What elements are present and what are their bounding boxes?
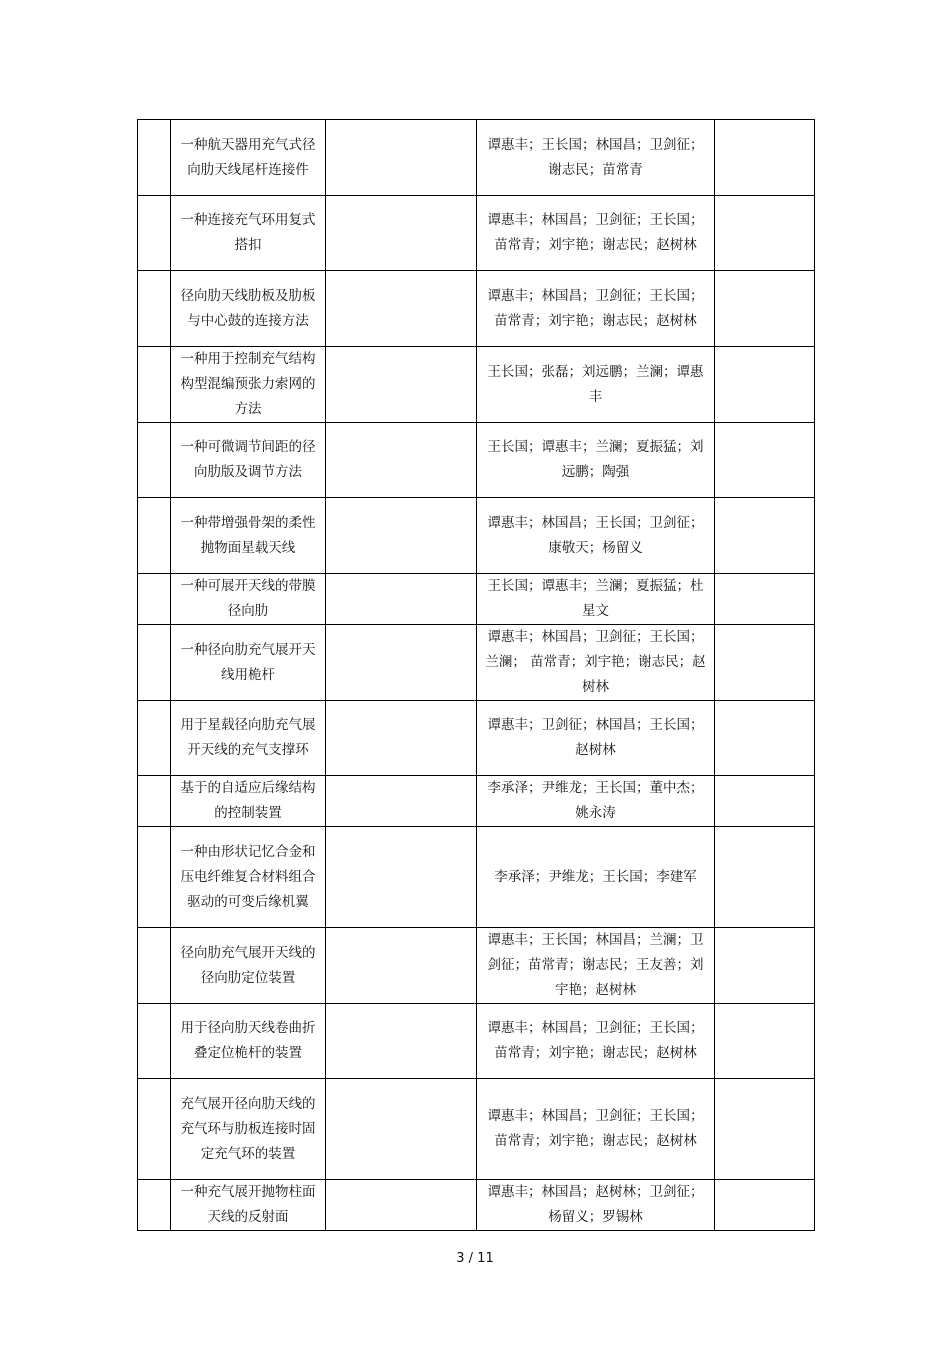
empty-cell xyxy=(715,1180,815,1231)
empty-cell xyxy=(138,776,171,827)
table-row xyxy=(138,701,815,776)
inventors-cell: 李承泽；尹维龙；王长国；李建军 xyxy=(477,827,715,928)
inventors-cell: 谭惠丰；林国昌；卫剑征；王长国；苗常青；刘宇艳；谢志民；赵树林 xyxy=(477,1004,715,1079)
empty-cell xyxy=(138,347,171,423)
empty-cell xyxy=(715,423,815,498)
patent-title-cell: 径向肋充气展开天线的径向肋定位装置 xyxy=(171,928,326,1004)
empty-cell xyxy=(138,928,171,1004)
table-row xyxy=(138,196,815,271)
patent-title-cell: 一种用于控制充气结构构型混编预张力索网的方法 xyxy=(171,347,326,423)
patent-title-cell: 一种径向肋充气展开天线用桅杆 xyxy=(171,625,326,701)
empty-cell xyxy=(138,827,171,928)
empty-cell xyxy=(715,347,815,423)
empty-cell xyxy=(715,196,815,271)
empty-cell xyxy=(326,827,477,928)
patent-title-cell: 一种连接充气环用复式搭扣 xyxy=(171,196,326,271)
table-row xyxy=(138,1180,815,1231)
inventors-cell: 谭惠丰；林国昌；卫剑征；王长国；苗常青；刘宇艳；谢志民；赵树林 xyxy=(477,1079,715,1180)
table-row xyxy=(138,1079,815,1180)
empty-cell xyxy=(138,271,171,347)
empty-cell xyxy=(326,1079,477,1180)
inventors-cell: 谭惠丰；林国昌；卫剑征；王长国；苗常青；刘宇艳；谢志民；赵树林 xyxy=(477,271,715,347)
empty-cell xyxy=(326,701,477,776)
empty-cell xyxy=(326,928,477,1004)
inventors-cell: 谭惠丰；王长国；林国昌；兰澜；卫剑征；苗常青；谢志民；王友善；刘宇艳；赵树林 xyxy=(477,928,715,1004)
empty-cell xyxy=(715,120,815,196)
inventors-cell: 谭惠丰；林国昌；卫剑征；王长国；苗常青；刘宇艳；谢志民；赵树林 xyxy=(477,196,715,271)
inventors-cell: 谭惠丰；林国昌；赵树林；卫剑征；杨留义；罗锡林 xyxy=(477,1180,715,1231)
table-row xyxy=(138,574,815,625)
empty-cell xyxy=(715,928,815,1004)
table-body xyxy=(138,120,815,1231)
patent-title-cell: 一种可展开天线的带膜径向肋 xyxy=(171,574,326,625)
empty-cell xyxy=(326,1180,477,1231)
empty-cell xyxy=(138,196,171,271)
inventors-cell: 谭惠丰；卫剑征；林国昌；王长国；赵树林 xyxy=(477,701,715,776)
table-row xyxy=(138,928,815,1004)
patent-title-cell: 充气展开径向肋天线的充气环与肋板连接时固定充气环的装置 xyxy=(171,1079,326,1180)
empty-cell xyxy=(326,574,477,625)
empty-cell xyxy=(326,423,477,498)
empty-cell xyxy=(138,625,171,701)
empty-cell xyxy=(326,625,477,701)
inventors-cell: 王长国；谭惠丰；兰澜；夏振猛；刘远鹏；陶强 xyxy=(477,423,715,498)
empty-cell xyxy=(138,701,171,776)
empty-cell xyxy=(138,1004,171,1079)
empty-cell xyxy=(326,120,477,196)
patent-title-cell: 径向肋天线肋板及肋板与中心鼓的连接方法 xyxy=(171,271,326,347)
table-row xyxy=(138,827,815,928)
patent-title-cell: 一种航天器用充气式径向肋天线尾杆连接件 xyxy=(171,120,326,196)
table-row xyxy=(138,498,815,574)
inventors-cell: 王长国；谭惠丰；兰澜；夏振猛；杜星文 xyxy=(477,574,715,625)
empty-cell xyxy=(326,1004,477,1079)
table-row xyxy=(138,347,815,423)
empty-cell xyxy=(138,574,171,625)
patent-table xyxy=(137,119,815,1231)
empty-cell xyxy=(326,776,477,827)
table-row xyxy=(138,120,815,196)
patent-title-cell: 一种由形状记忆合金和压电纤维复合材料组合驱动的可变后缘机翼 xyxy=(171,827,326,928)
table-row xyxy=(138,423,815,498)
patent-title-cell: 一种带增强骨架的柔性抛物面星载天线 xyxy=(171,498,326,574)
patent-title-cell: 一种可微调节间距的径向肋版及调节方法 xyxy=(171,423,326,498)
table-row xyxy=(138,776,815,827)
empty-cell xyxy=(138,120,171,196)
empty-cell xyxy=(715,701,815,776)
table-row xyxy=(138,1004,815,1079)
empty-cell xyxy=(715,776,815,827)
empty-cell xyxy=(138,1180,171,1231)
empty-cell xyxy=(715,574,815,625)
inventors-cell: 王长国；张磊；刘远鹏；兰澜；谭惠丰 xyxy=(477,347,715,423)
patent-title-cell: 用于径向肋天线卷曲折叠定位桅杆的装置 xyxy=(171,1004,326,1079)
patent-title-cell: 一种充气展开抛物柱面天线的反射面 xyxy=(171,1180,326,1231)
empty-cell xyxy=(715,1004,815,1079)
table-row xyxy=(138,271,815,347)
empty-cell xyxy=(138,1079,171,1180)
empty-cell xyxy=(326,271,477,347)
inventors-cell: 谭惠丰；王长国；林国昌；卫剑征；谢志民；苗常青 xyxy=(477,120,715,196)
patent-title-cell: 用于星载径向肋充气展开天线的充气支撑环 xyxy=(171,701,326,776)
empty-cell xyxy=(326,347,477,423)
inventors-cell: 谭惠丰；林国昌；卫剑征；王长国；兰澜； 苗常青；刘宇艳；谢志民；赵树林 xyxy=(477,625,715,701)
empty-cell xyxy=(138,423,171,498)
table-row xyxy=(138,625,815,701)
patent-title-cell: 基于的自适应后缘结构的控制装置 xyxy=(171,776,326,827)
inventors-cell: 谭惠丰；林国昌；王长国；卫剑征；康敬天；杨留义 xyxy=(477,498,715,574)
empty-cell xyxy=(715,498,815,574)
empty-cell xyxy=(715,1079,815,1180)
empty-cell xyxy=(326,498,477,574)
empty-cell xyxy=(138,498,171,574)
empty-cell xyxy=(715,271,815,347)
inventors-cell: 李承泽；尹维龙；王长国；董中杰；姚永涛 xyxy=(477,776,715,827)
empty-cell xyxy=(715,625,815,701)
empty-cell xyxy=(326,196,477,271)
empty-cell xyxy=(715,827,815,928)
page-number: 3 / 11 xyxy=(456,1251,494,1266)
